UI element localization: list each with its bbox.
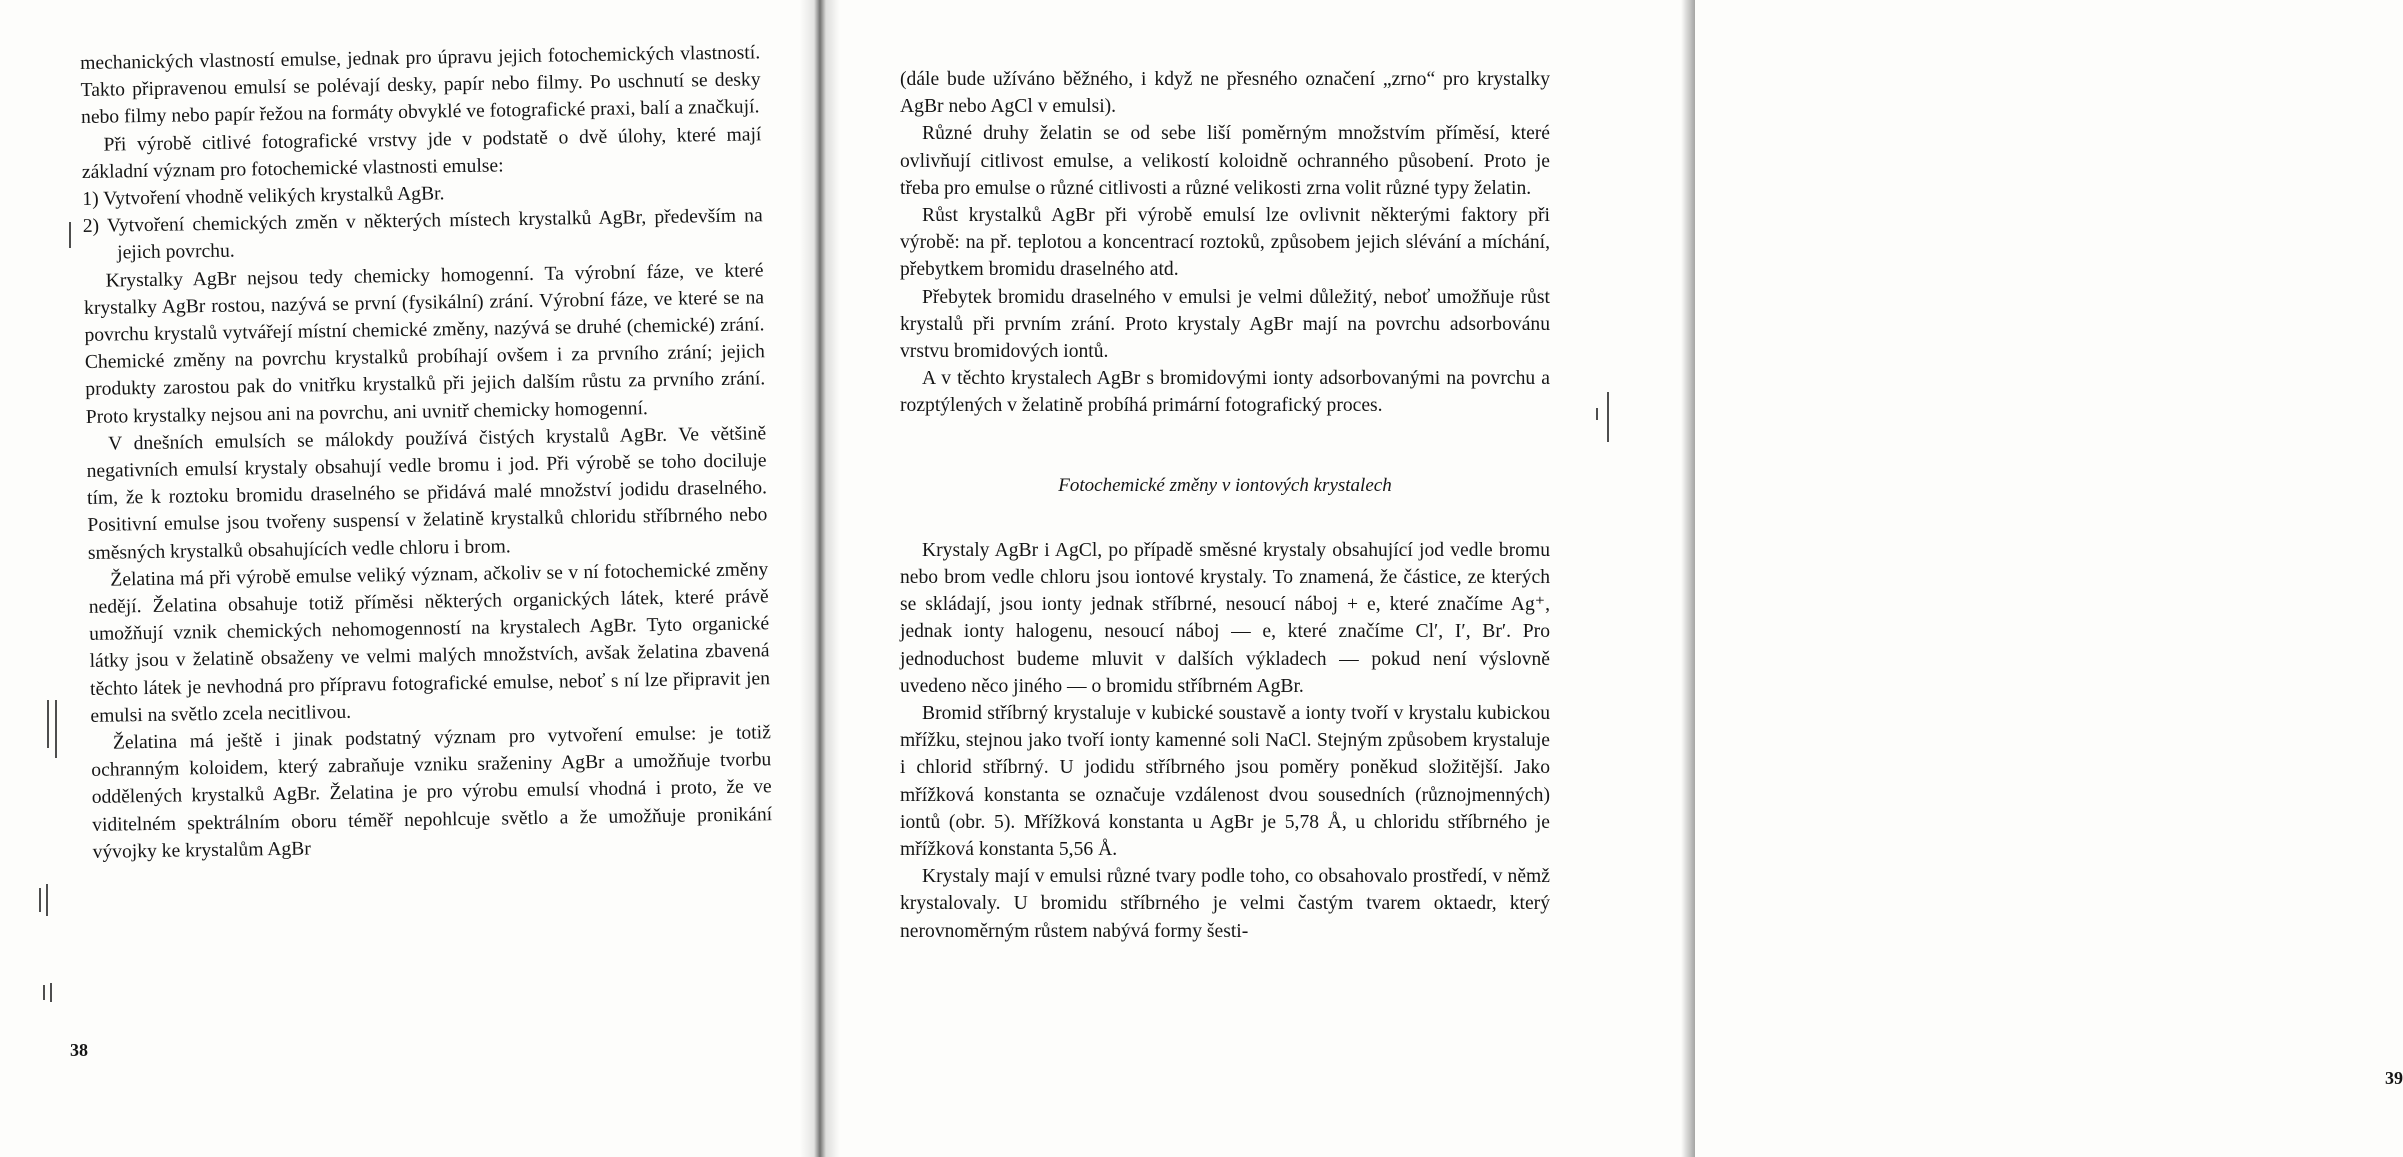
paragraph: Krystaly mají v emulsi různé tvary podle toho, co obsahovalo prostředí, v němž krystalovaly. U bromidu stříbrného je velmi častým tvarem oktaedr, který nerovnoměrným růstem nabývá formy šesti- [900, 866, 1550, 942]
left-page-text [80, 39, 773, 866]
right-page-text-bottom [900, 537, 1550, 945]
list-item: 2) Vytvoření chemických změn v některých místech krystalků AgBr, především na jejich povrchu. [82, 205, 763, 264]
paragraph: Bromid stříbrný krystaluje v kubické soustavě a ionty tvoří v krystalu kubickou mřížku, stejnou jako tvoří ionty kamenné soli NaCl. Stejným způsobem krystaluje i chlorid stříbrný. U jodidu stříbrného jsou poměry poněkud složitější. Jako mřížková konstanta se označuje vzdálenost dvou sousedních (různojmenných) iontů (obr. 5). Mřížková konstanta u AgBr je 5,78 Å, u chloridu stříbrného je mřížková konstanta 5,56 Å. [900, 703, 1550, 861]
paragraph: Přebytek bromidu draselného v emulsi je velmi důležitý, neboť umožňuje růst krystalů při prvním zrání. Proto krystaly AgBr mají na povrchu adsorbovánu vrstvu bromidových iontů. [900, 286, 1550, 363]
page-number-left: 38 [70, 1040, 88, 1060]
right-page-text-top [900, 66, 1550, 420]
left-page [0, 0, 800, 1157]
right-edge-shadow [1681, 0, 1695, 1157]
paragraph: (dále bude užíváno běžného, i když ne přesného označení „zrno“ pro krystalky AgBr nebo AgCl v emulsi). [900, 69, 1550, 118]
paragraph: Růst krystalků AgBr při výrobě emulsí lze ovlivnit některými faktory při výrobě: na př. teplotou a koncentrací roztoků, způsobem jejich slévání a míchání, přebytkem bromidu draselného atd. [900, 205, 1550, 281]
section-heading: Fotochemické změny v iontových krystalech [1058, 474, 1392, 496]
page-number-right: 39 [2385, 1068, 2403, 1088]
paragraph: Různé druhy želatin se od sebe liší poměrným množstvím příměsí, které ovlivňují citlivost emulse, a velikostí koloidně ochranného působení. Proto je třeba pro emulse o různé citlivosti a různé velikosti zrna volit různé typy želatin. [900, 123, 1550, 199]
paragraph: Želatina má při výrobě emulse veliký význam, ačkoliv se v ní fotochemické změny nedějí. Želatina obsahuje totiž příměsi některých organických látek, které právě umožňují vznik chemických nehomogenností na krystalech AgBr. Tyto organické látky jsou v želatině obsaženy ve velmi malých množstvích, avšak želatina zbavená těchto látek je nevhodná pro přípravu fotografické emulse, neboť s ní lze připravit jen emulsi na světlo zcela necitlivou. [88, 559, 771, 727]
paragraph: mechanických vlastností emulse, jednak pro úpravu jejich fotochemických vlastností. Takto připravenou emulsí se polévají desky, papír nebo filmy. Po uschnutí se desky nebo filmy nebo papír řežou na formáty obvyklé ve fotografické praxi, balí a značkují. [80, 42, 761, 129]
right-page-text [900, 66, 1550, 945]
paragraph: Krystalky AgBr nejsou tedy chemicky homogenní. Ta výrobní fáze, ve které krystalky AgBr rostou, nazývá se první (fysikální) zrání. Výrobní fáze, ve které se na povrchu krystalů vytvářejí místní chemické změny, nazývá se druhé (chemické) zrání. Chemické změny na povrchu krystalků probíhají ovšem i za prvního zrání; jejich produkty zarostou pak do vnitřku krystalků při jejich dalším růstu za prvního zrání. Proto krystalky nejsou ani na povrchu, ani uvnitř chemicky homogenní. [83, 259, 766, 428]
paragraph: Krystaly AgBr i AgCl, po případě směsné krystaly obsahující jod vedle bromu nebo brom vedle chloru jsou iontové krystaly. To znamená, že částice, ze kterých se skládají, jsou ionty jednak stříbrné, nesoucí náboj + e, které značíme Ag⁺, jednak ionty halogenu, nesoucí náboj — e, které značíme Cl′, I′, Br′. Pro jednoduchost budeme mluvit v dalších výkladech — pokud není výslovně uvedeno něco jiného — o bromidu stříbrném AgBr. [900, 539, 1550, 697]
paragraph: A v těchto krystalech AgBr s bromidovými ionty adsorbovanými na povrchu a rozptýlených v želatině probíhá primární fotografický proces. [900, 368, 1550, 417]
list-item: 1) Vytvoření vhodně velikých krystalků AgBr. [82, 183, 445, 210]
paragraph: Želatina má ještě i jinak podstatný význam pro vytvoření emulse: je totiž ochranným koloidem, který zabraňuje vzniku sraženiny AgBr a umožňuje tvorbu oddělených krystalků AgBr. Želatina je pro výrobu emulsí vhodná i proto, že ve viditelném spektrálním oboru téměř nepohlcuje světlo a že umožňuje pronikání vývojky ke krystalům AgBr [91, 722, 773, 863]
book-gutter-shadow [800, 0, 840, 1157]
paragraph: V dnešních emulsích se málokdy používá čistých krystalů AgBr. Ve většině negativních emulsí krystaly obsahují vedle bromu i jod. Při výrobě se toho dociluje tím, že k roztoku bromidu draselného se přidává malé množství jodidu draselného. Positivní emulse jsou tvořeny suspensí v želatině krystalků chloridu stříbrného nebo směsných krystalků obsahujících vedle chloru i brom. [86, 423, 768, 564]
right-page [840, 0, 2403, 1157]
paragraph: Při výrobě citlivé fotografické vrstvy jde v podstatě o dvě úlohy, které mají základní význam pro fotochemické vlastnosti emulse: [81, 123, 762, 183]
